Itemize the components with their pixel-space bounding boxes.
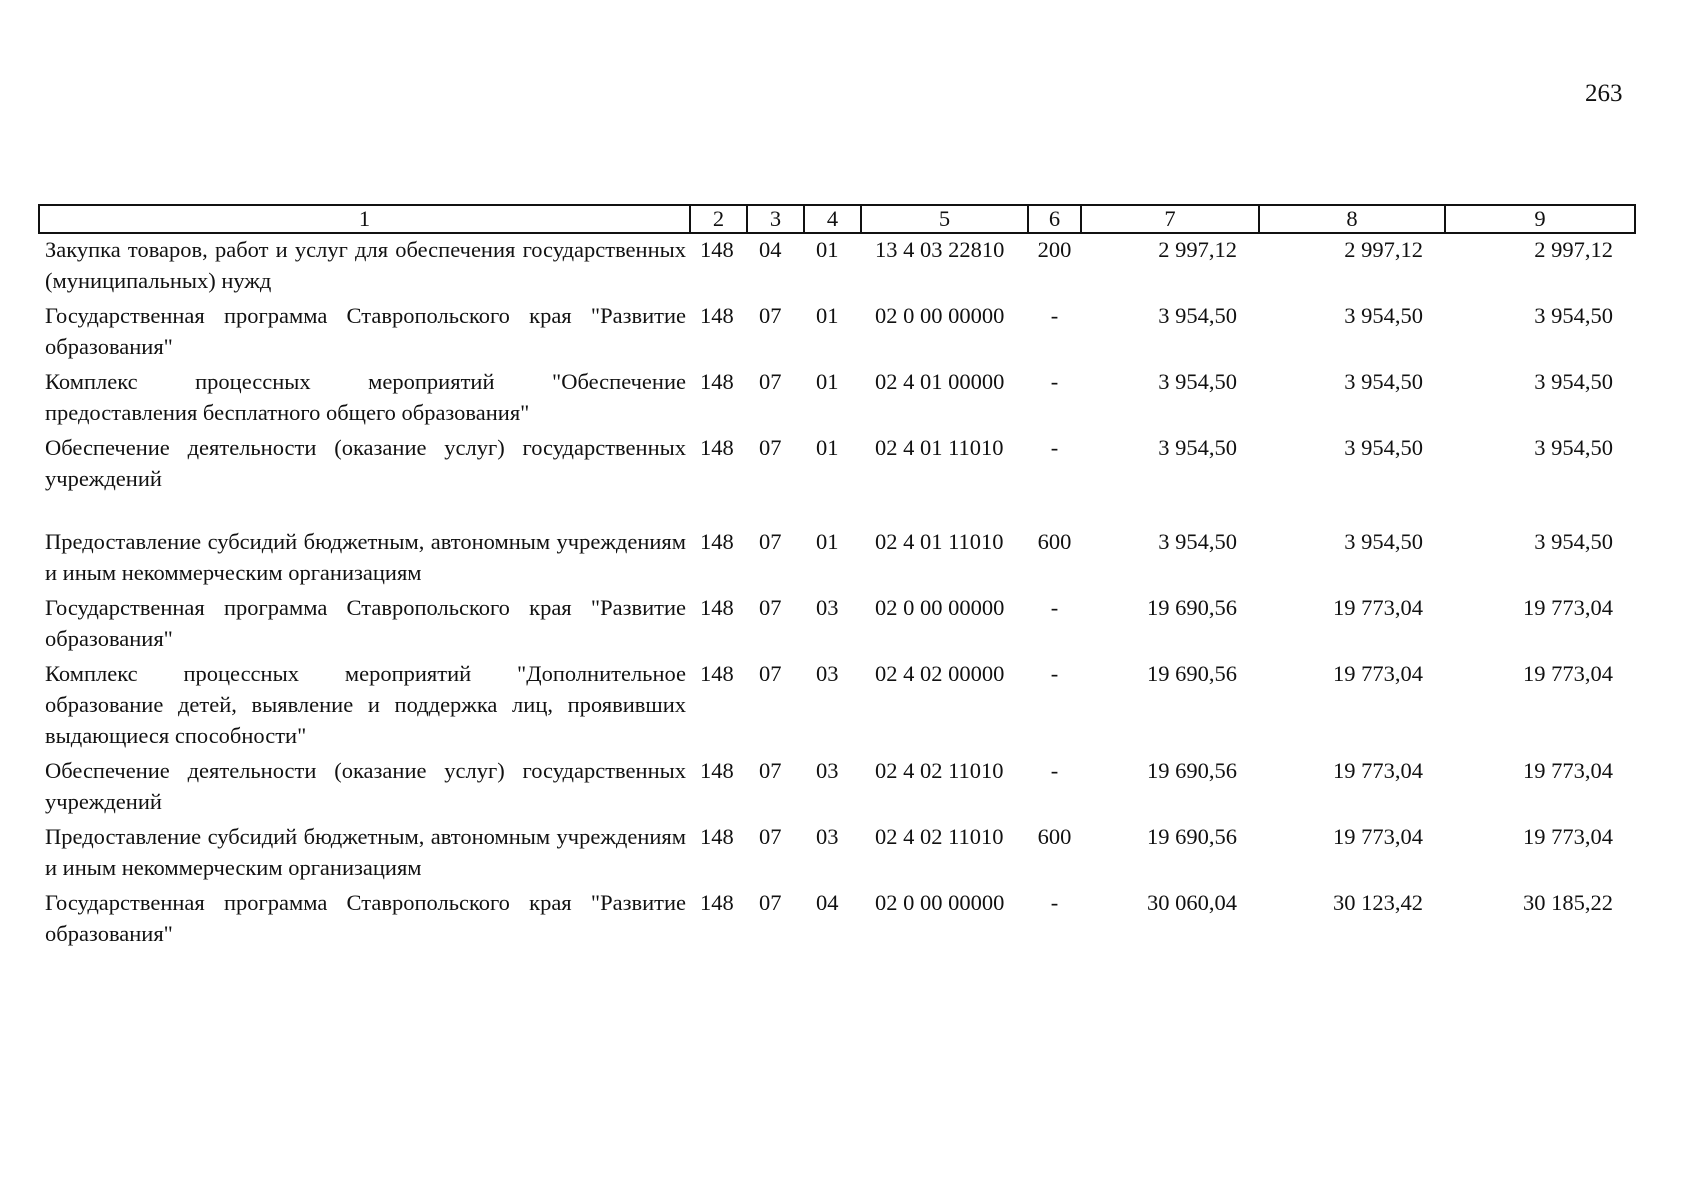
row-name: Обеспечение деятельности (оказание услуг) государственных учреждений [45,758,686,814]
spacer-cell [39,498,1635,526]
target-article-code: 02 4 01 11010 [875,435,1004,460]
column-header-2: 2 [690,205,747,233]
column-header-6: 6 [1028,205,1081,233]
expense-type-code: - [1050,890,1059,915]
subsection-code: 03 [816,824,839,849]
row-name: Государственная программа Ставропольского края "Развитие образования" [45,890,686,946]
table-row [39,432,1635,498]
amount-year-3: 19 773,04 [1523,595,1613,620]
amount-year-3: 3 954,50 [1534,369,1613,394]
section-code: 07 [759,435,782,460]
row-name: Комплекс процессных мероприятий "Дополнительное образование детей, выявление и поддержка лиц, проявивших выдающиеся способности" [45,661,686,748]
amount-year-2: 19 773,04 [1333,758,1423,783]
ministry-code: 148 [700,661,734,686]
amount-year-3: 19 773,04 [1523,661,1613,686]
amount-year-2: 19 773,04 [1333,595,1423,620]
subsection-code: 03 [816,758,839,783]
table-row [39,658,1635,755]
amount-year-3: 3 954,50 [1534,303,1613,328]
subsection-code: 03 [816,595,839,620]
amount-year-1: 19 690,56 [1147,595,1237,620]
table-header [39,205,1635,233]
ministry-code: 148 [700,303,734,328]
target-article-code: 02 4 01 00000 [875,369,1005,394]
expense-type-code: - [1050,369,1059,394]
row-name: Комплекс процессных мероприятий "Обеспечение предоставления бесплатного общего образования" [45,369,686,425]
row-name: Государственная программа Ставропольского края "Развитие образования" [45,303,686,359]
table-row [39,526,1635,592]
ministry-code: 148 [700,758,734,783]
expense-type-code: - [1050,758,1059,783]
amount-year-3: 19 773,04 [1523,758,1613,783]
target-article-code: 02 4 02 00000 [875,661,1005,686]
column-header-7: 7 [1081,205,1259,233]
section-code: 07 [759,758,782,783]
amount-year-3: 30 185,22 [1523,890,1613,915]
amount-year-1: 3 954,50 [1158,529,1237,554]
table-row [39,821,1635,887]
expense-type-code: 600 [1037,824,1072,849]
amount-year-1: 3 954,50 [1158,369,1237,394]
amount-year-1: 3 954,50 [1158,435,1237,460]
table-row [39,755,1635,821]
amount-year-2: 19 773,04 [1333,824,1423,849]
column-header-5: 5 [861,205,1028,233]
section-code: 07 [759,890,782,915]
amount-year-1: 19 690,56 [1147,824,1237,849]
section-code: 07 [759,303,782,328]
target-article-code: 13 4 03 22810 [875,237,1005,262]
ministry-code: 148 [700,369,734,394]
column-header-1: 1 [39,205,690,233]
expense-type-code: 600 [1037,529,1072,554]
row-name: Обеспечение деятельности (оказание услуг) государственных учреждений [45,435,686,491]
table-row [39,300,1635,366]
amount-year-2: 30 123,42 [1333,890,1423,915]
ministry-code: 148 [700,890,734,915]
section-code: 07 [759,661,782,686]
ministry-code: 148 [700,435,734,460]
expense-type-code: - [1050,303,1059,328]
subsection-code: 01 [816,303,839,328]
amount-year-1: 2 997,12 [1158,237,1237,262]
budget-table [38,204,1636,953]
expense-type-code: 200 [1037,237,1072,262]
column-header-3: 3 [747,205,804,233]
expense-type-code: - [1050,595,1059,620]
amount-year-2: 3 954,50 [1344,529,1423,554]
amount-year-3: 3 954,50 [1534,529,1613,554]
subsection-code: 01 [816,237,839,262]
table-row [39,887,1635,953]
amount-year-1: 19 690,56 [1147,758,1237,783]
target-article-code: 02 4 02 11010 [875,758,1004,783]
amount-year-2: 3 954,50 [1344,303,1423,328]
column-header-4: 4 [804,205,861,233]
amount-year-3: 3 954,50 [1534,435,1613,460]
spacer-row [39,498,1635,526]
target-article-code: 02 4 02 11010 [875,824,1004,849]
column-header-8: 8 [1259,205,1445,233]
column-header-9: 9 [1445,205,1635,233]
amount-year-1: 30 060,04 [1147,890,1237,915]
amount-year-1: 19 690,56 [1147,661,1237,686]
section-code: 07 [759,369,782,394]
ministry-code: 148 [700,237,734,262]
expense-type-code: - [1050,661,1059,686]
amount-year-1: 3 954,50 [1158,303,1237,328]
row-name: Закупка товаров, работ и услуг для обеспечения государственных (муниципальных) нужд [45,237,686,293]
target-article-code: 02 0 00 00000 [875,303,1005,328]
subsection-code: 01 [816,435,839,460]
row-name: Государственная программа Ставропольского края "Развитие образования" [45,595,686,651]
page-number: 263 [1585,80,1623,107]
expense-type-code: - [1050,435,1059,460]
section-code: 07 [759,824,782,849]
target-article-code: 02 0 00 00000 [875,595,1005,620]
table-row [39,366,1635,432]
amount-year-2: 3 954,50 [1344,369,1423,394]
ministry-code: 148 [700,595,734,620]
target-article-code: 02 4 01 11010 [875,529,1004,554]
section-code: 07 [759,529,782,554]
amount-year-2: 19 773,04 [1333,661,1423,686]
amount-year-2: 3 954,50 [1344,435,1423,460]
table-row [39,592,1635,658]
ministry-code: 148 [700,529,734,554]
table-row [39,233,1635,300]
row-name: Предоставление субсидий бюджетным, автономным учреждениям и иным некоммерческим организациям [45,824,686,880]
amount-year-2: 2 997,12 [1344,237,1423,262]
amount-year-3: 19 773,04 [1523,824,1613,849]
subsection-code: 03 [816,661,839,686]
subsection-code: 01 [816,529,839,554]
target-article-code: 02 0 00 00000 [875,890,1005,915]
section-code: 04 [759,237,782,262]
row-name: Предоставление субсидий бюджетным, автономным учреждениям и иным некоммерческим организациям [45,529,686,585]
table-body [39,233,1635,953]
amount-year-3: 2 997,12 [1534,237,1613,262]
subsection-code: 01 [816,369,839,394]
section-code: 07 [759,595,782,620]
subsection-code: 04 [816,890,839,915]
ministry-code: 148 [700,824,734,849]
